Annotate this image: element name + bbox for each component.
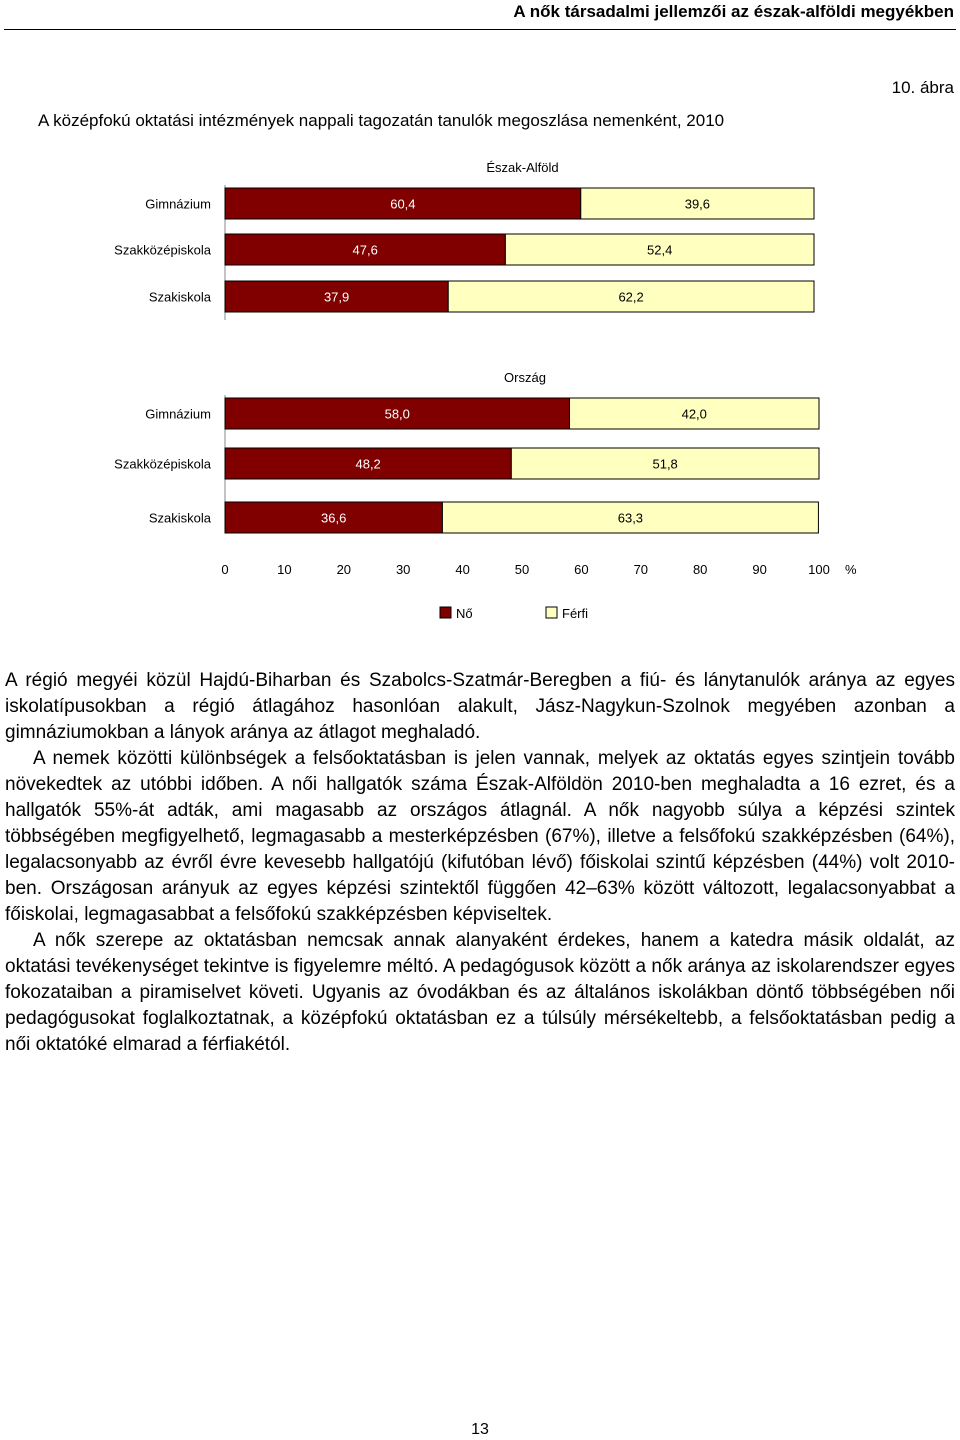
data-label: 63,3 — [617, 510, 644, 526]
data-label: 48,2 — [355, 456, 381, 472]
category-label: Szakiskola — [148, 510, 211, 526]
legend-swatch — [440, 607, 451, 618]
body-paragraph: A nők szerepe az oktatásban nemcsak annak alanyaként érdekes, hanem a katedra másik oldalát, az oktatási tevékenységet tekintve is figyelemre méltó. A pedagógusok között a nők aránya az iskolarendszer egyes fokozataiban a piramiselvet követi. Ugyanis az óvodákban és az általános iskolákban döntő többségében női pedagógusokat foglalkoztatnak, a középfokú oktatásban ez a túlsúly mérsékeltebb, a felsőoktatásban pedig a női oktatóké elmarad a férfiakétól. — [5, 930, 955, 1055]
stacked-bar-chart — [0, 150, 960, 630]
data-label: 37,9 — [323, 289, 350, 305]
data-label: 60,4 — [390, 196, 416, 212]
data-label: 42,0 — [681, 406, 707, 422]
figure-number: 10. ábra — [891, 78, 954, 97]
category-label: Gimnázium — [145, 196, 211, 212]
x-tick-label: 60 — [574, 562, 589, 577]
x-tick-label: 90 — [752, 562, 767, 577]
x-tick-label: 30 — [395, 562, 411, 577]
data-label: 62,2 — [618, 289, 644, 305]
x-tick-label: 80 — [692, 562, 708, 577]
x-tick-label: 50 — [514, 562, 530, 577]
category-label: Gimnázium — [145, 406, 211, 422]
category-label: Szakiskola — [148, 289, 211, 305]
data-label: 39,6 — [684, 196, 711, 212]
panel-title: Ország — [504, 370, 546, 385]
x-tick-label: 70 — [633, 562, 649, 577]
x-tick-label: 40 — [455, 562, 470, 577]
data-label: 52,4 — [647, 242, 673, 258]
x-axis-unit: % — [845, 562, 857, 577]
body-text — [5, 668, 955, 1058]
panel-title: Észak-Alföld — [486, 160, 559, 175]
data-label: 47,6 — [352, 242, 378, 258]
running-header-title: A nők társadalmi jellemzői az észak-alföldi megyékben — [513, 2, 954, 21]
body-paragraph: A nemek közötti különbségek a felsőoktatásban is jelen vannak, melyek az oktatás egyes szintjein tovább növekedtek az utóbbi időben. A női hallgatók száma Észak-Alföldön 2010-ben meghaladta a 16 ezret, és a hallgatók 55%-át adták, ami magasabb az országos átlagnál. A nők nagyobb súlya a képzési szintek többségében megfigyelhető, legmagasabb a mesterképzésben (67%), illetve a felsőfokú szakképzésben (64%), legalacsonyabb az évről évre kevesebb hallgatójú (kifutóban lévő) főiskolai szintű képzésben (44%) volt 2010-ben. Országosan arányuk az egyes képzési szintektől függően 42–63% között változott, legalacsonyabbat a főiskolai, legmagasabbat a felsőfokú szakképzésben képviseltek. — [5, 748, 955, 925]
x-tick-label: 10 — [277, 562, 292, 577]
x-tick-label: 100 — [808, 562, 830, 577]
legend-swatch — [546, 607, 557, 618]
x-tick-label: 20 — [336, 562, 352, 577]
legend-label: Nő — [456, 606, 473, 621]
data-label: 36,6 — [321, 510, 347, 526]
header-divider — [4, 29, 956, 30]
x-tick-label: 0 — [221, 562, 229, 577]
data-label: 58,0 — [384, 406, 410, 422]
data-label: 51,8 — [652, 456, 678, 472]
category-label: Szakközépiskola — [114, 242, 211, 258]
category-label: Szakközépiskola — [114, 456, 211, 472]
page-number: 13 — [471, 1421, 489, 1438]
body-paragraph: A régió megyéi közül Hajdú-Biharban és Szabolcs-Szatmár-Beregben a fiú- és lánytanulók aránya az egyes iskolatípusokban a régió átlagához hasonlóan alakult, Jász-Nagykun-Szolnok megyében azonban a gimnáziumokban a lányok aránya az átlagot meghaladó. — [5, 670, 955, 743]
figure-title: A középfokú oktatási intézmények nappali tagozatán tanulók megoszlása nemenként, 2010 — [38, 111, 725, 130]
legend-label: Férfi — [562, 606, 588, 621]
